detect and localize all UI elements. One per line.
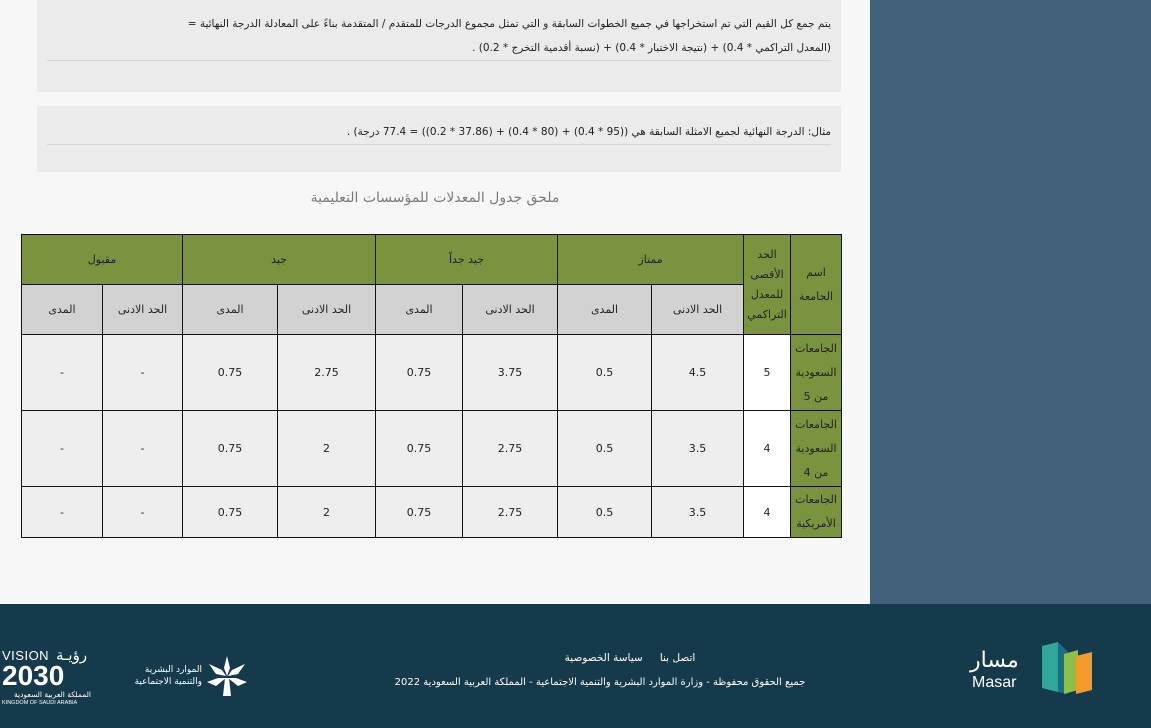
- max-gpa-value: 4: [744, 411, 791, 487]
- table-row: [22, 487, 842, 538]
- hrsd-line2: والتنمية الاجتماعية: [134, 677, 202, 687]
- formula-note-line2: (المعدل التراكمي * 0.4) + (نتيجة الاختبار * 0.4) + (نسبة أقدمية التخرج * 0.2) .: [472, 42, 831, 54]
- side-panel: [870, 0, 1151, 604]
- table-cell: 4.5: [652, 335, 744, 411]
- vision-year: 2030: [2, 660, 65, 691]
- vision-2030-logo: [0, 648, 104, 708]
- table-cell: -: [22, 411, 103, 487]
- hrsd-line1: الموارد البشرية: [144, 665, 202, 675]
- table-cell: 2.75: [463, 411, 558, 487]
- max-gpa-value: 4: [744, 487, 791, 538]
- table-cell: -: [103, 487, 183, 538]
- header-good: جيد: [183, 235, 376, 285]
- table-cell: 3.75: [463, 335, 558, 411]
- table-cell: -: [22, 487, 103, 538]
- subheader-range: المدى: [558, 285, 652, 335]
- subheader-min: الحد الادنى: [652, 285, 744, 335]
- rates-table: [21, 234, 842, 538]
- header-excellent: ممتاز: [558, 235, 744, 285]
- privacy-link[interactable]: سياسة الخصوصية: [564, 652, 643, 664]
- max-gpa-value: 5: [744, 335, 791, 411]
- example-note-text: مثال: الدرجة النهائية لجميع الامثلة السابقة هي ((95 * 0.4) + (80 * 0.4) + (37.86 * 0.2)) = 77.4 درجة) .: [346, 126, 831, 138]
- contact-link[interactable]: اتصل بنا: [659, 652, 696, 664]
- table-row: [22, 411, 842, 487]
- table-cell: 2.75: [463, 487, 558, 538]
- palm-emblem-icon: [204, 654, 250, 698]
- subheader-range: المدى: [376, 285, 463, 335]
- copyright-text: جميع الحقوق محفوظة - وزارة الموارد البشرية والتنمية الاجتماعية - المملكة العربية السعودية 2022: [394, 677, 806, 688]
- masar-logo[interactable]: [970, 640, 1100, 700]
- table-cell: -: [103, 335, 183, 411]
- table-cell: 0.75: [376, 411, 463, 487]
- table-cell: 0.75: [376, 487, 463, 538]
- table-cell: 0.75: [183, 487, 278, 538]
- table-cell: 3.5: [652, 411, 744, 487]
- table-cell: 0.75: [183, 411, 278, 487]
- table-row: [22, 335, 842, 411]
- header-max-gpa: الحد الأقصى للمعدل التراكمي: [744, 235, 791, 335]
- subheader-min: الحد الادنى: [463, 285, 558, 335]
- header-very-good: جيد جداً: [376, 235, 558, 285]
- footer-links: [470, 646, 790, 665]
- divider: [47, 144, 831, 145]
- table-cell: 2: [278, 487, 376, 538]
- university-name: الجامعات السعودية من 4: [791, 411, 842, 487]
- vision-ar-word: رؤيـة: [56, 646, 88, 664]
- hrsd-logo: [110, 654, 250, 704]
- masar-brand-icon: [1040, 640, 1096, 696]
- table-cell: 2.75: [278, 335, 376, 411]
- formula-note: [37, 0, 841, 92]
- formula-note-line1: يتم جمع كل القيم التي تم استخراجها في جميع الخطوات السابقة و التي تمثل مجموع الدرجات للمتقدم / المتقدمة بناءً على المعادلة الدرجة النهائية =: [187, 18, 831, 30]
- table-cell: 0.75: [376, 335, 463, 411]
- table-cell: 0.5: [558, 411, 652, 487]
- divider: [47, 60, 831, 61]
- hrsd-logo-text: [112, 664, 202, 688]
- example-note: [37, 106, 841, 172]
- vision-kingdom-en: KINGDOM OF SAUDI ARABIA: [2, 700, 78, 706]
- table-cell: 2: [278, 411, 376, 487]
- vision-kingdom-ar: المملكة العربية السعودية: [14, 690, 91, 699]
- table-cell: 0.5: [558, 487, 652, 538]
- subheader-range: المدى: [183, 285, 278, 335]
- header-acceptable: مقبول: [22, 235, 183, 285]
- subheader-min: الحد الادنى: [103, 285, 183, 335]
- table-cell: 0.5: [558, 335, 652, 411]
- vision-en-word: VISION: [2, 648, 50, 663]
- university-name: الجامعات الأمريكية: [791, 487, 842, 538]
- masar-logo-arabic: مسار: [970, 648, 1019, 673]
- table-title: ملحق جدول المعدلات للمؤسسات التعليمية: [310, 190, 560, 206]
- subheader-min: الحد الادنى: [278, 285, 376, 335]
- table-cell: -: [22, 335, 103, 411]
- table-cell: -: [103, 411, 183, 487]
- university-name: الجامعات السعودية من 5: [791, 335, 842, 411]
- table-cell: 0.75: [183, 335, 278, 411]
- subheader-range: المدى: [22, 285, 103, 335]
- footer: [0, 604, 1151, 728]
- header-university: اسم الجامعة: [791, 235, 842, 335]
- table-cell: 3.5: [652, 487, 744, 538]
- masar-logo-english: Masar: [972, 674, 1017, 691]
